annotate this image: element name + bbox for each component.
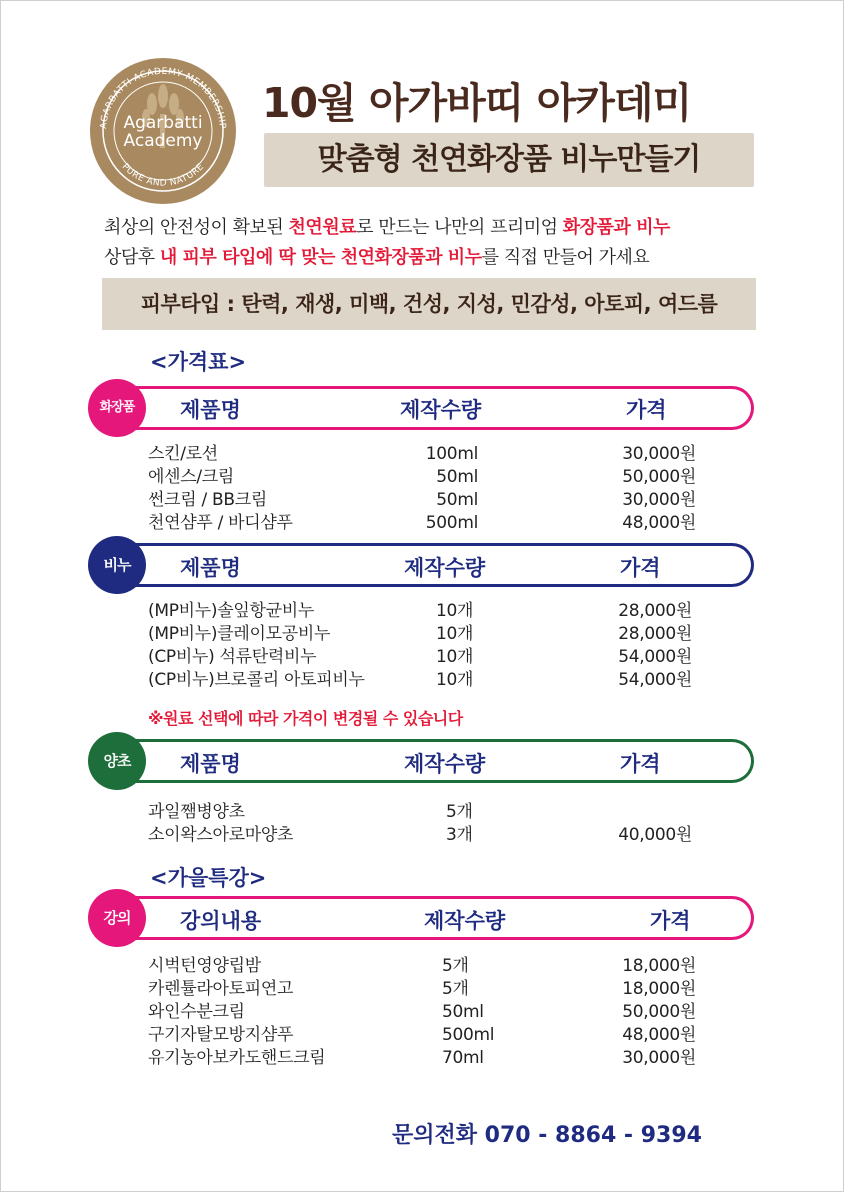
skin-type-box bbox=[102, 278, 756, 330]
product-price: 54,000원 bbox=[618, 647, 692, 667]
lecture-qty: 5개 bbox=[442, 956, 469, 976]
lecture-qty: 5개 bbox=[442, 979, 469, 999]
product-qty: 10개 bbox=[436, 670, 474, 690]
lecture-name: 시벅턴영양립밤 bbox=[148, 956, 261, 976]
product-qty: 50ml bbox=[436, 490, 478, 510]
column-header-price: 가격 bbox=[626, 398, 667, 422]
product-name: 천연샴푸 / 바디샴푸 bbox=[148, 513, 293, 533]
product-qty: 3개 bbox=[446, 825, 473, 845]
lecture-name: 구기자탈모방지샴푸 bbox=[148, 1025, 294, 1045]
intro-text: 로 만드는 나만의 프리미엄 bbox=[356, 217, 563, 238]
product-price: 28,000원 bbox=[618, 624, 692, 644]
page-subtitle: 맞춤형 천연화장품 비누만들기 bbox=[317, 142, 701, 177]
product-qty: 10개 bbox=[436, 647, 474, 667]
academy-logo bbox=[88, 56, 238, 206]
product-name: 에센스/크림 bbox=[148, 467, 235, 487]
product-qty: 100ml bbox=[425, 444, 478, 464]
table-row bbox=[148, 801, 293, 847]
column-header-qty: 제작수량 bbox=[424, 909, 506, 933]
column-header-name: 제품명 bbox=[180, 752, 241, 776]
page-title: 10월 아가바띠 아카데미 bbox=[262, 79, 692, 127]
intro-highlight: 내 피부 타입에 딱 맞는 천연화장품과 비누 bbox=[159, 247, 482, 268]
product-price: 30,000원 bbox=[622, 490, 696, 510]
intro-line-1 bbox=[104, 213, 670, 239]
lecture-price: 30,000원 bbox=[622, 1048, 696, 1068]
column-header-name: 제품명 bbox=[180, 556, 241, 580]
column-header-name: 강의내용 bbox=[180, 909, 262, 933]
table-column-price bbox=[586, 600, 692, 692]
product-name: (CP비누)브로콜리 아토피비누 bbox=[148, 670, 365, 690]
product-qty: 10개 bbox=[436, 601, 474, 621]
price-table-title: <가격표> bbox=[150, 350, 247, 374]
logo-name-line1: Agarbatti bbox=[123, 113, 203, 133]
column-header-price: 가격 bbox=[650, 909, 691, 933]
column-header-price: 가격 bbox=[620, 752, 661, 776]
logo-ring-bottom: PURE AND NATURE bbox=[119, 161, 207, 189]
table-column-price bbox=[590, 955, 696, 1070]
column-header-qty: 제작수량 bbox=[404, 556, 486, 580]
subtitle-box bbox=[264, 133, 754, 187]
intro-line-2 bbox=[104, 243, 649, 269]
table-column-qty bbox=[446, 801, 473, 847]
logo-name-line2: Academy bbox=[123, 131, 203, 151]
table-row bbox=[148, 600, 365, 692]
column-header-qty: 제작수량 bbox=[400, 398, 482, 422]
column-header-qty: 제작수량 bbox=[404, 752, 486, 776]
lecture-qty: 50ml bbox=[442, 1002, 484, 1022]
table-column-price bbox=[586, 824, 692, 847]
lecture-qty: 500ml bbox=[442, 1025, 495, 1045]
product-qty: 500ml bbox=[425, 513, 478, 533]
table-column-price bbox=[590, 443, 696, 535]
logo-ring-top: AGARBATTI ACADEMY MEMBERSHIP bbox=[98, 66, 228, 130]
column-header-price: 가격 bbox=[620, 556, 661, 580]
skin-type-text: 피부타입 : 탄력, 재생, 미백, 건성, 지성, 민감성, 아토피, 여드름 bbox=[140, 292, 718, 316]
product-price: 54,000원 bbox=[618, 670, 692, 690]
table-row bbox=[148, 955, 325, 1070]
lecture-name: 유기농아보카도핸드크림 bbox=[148, 1048, 326, 1068]
lecture-name: 와인수분크림 bbox=[148, 1002, 245, 1022]
product-price: 40,000원 bbox=[618, 825, 692, 845]
intro-highlight: 화장품과 비누 bbox=[562, 217, 670, 238]
contact-phone: 문의전화 070 - 8864 - 9394 bbox=[392, 1123, 702, 1148]
autumn-special-title: <가을특강> bbox=[150, 866, 267, 890]
intro-text: 상담후 bbox=[104, 247, 160, 268]
table-row bbox=[148, 443, 293, 535]
table-column-qty bbox=[400, 443, 478, 535]
lecture-price: 18,000원 bbox=[622, 956, 696, 976]
lecture-price: 48,000원 bbox=[622, 1025, 696, 1045]
soap-badge: 비누 bbox=[88, 536, 146, 594]
product-name: (MP비누)솔잎항균비누 bbox=[148, 601, 314, 621]
product-qty: 50ml bbox=[436, 467, 478, 487]
product-price: 48,000원 bbox=[622, 513, 696, 533]
product-name: 소이왁스아로마양초 bbox=[148, 825, 294, 845]
product-name: 썬크림 / BB크림 bbox=[148, 490, 267, 510]
intro-text: 를 직접 만들어 가세요 bbox=[481, 247, 650, 268]
table-column-qty bbox=[442, 955, 494, 1070]
lecture-price: 18,000원 bbox=[622, 979, 696, 999]
lecture-price: 50,000원 bbox=[622, 1002, 696, 1022]
product-price: 30,000원 bbox=[622, 444, 696, 464]
product-name: (CP비누) 석류탄력비누 bbox=[148, 647, 317, 667]
product-price: 50,000원 bbox=[622, 467, 696, 487]
lecture-name: 카렌튤라아토피연고 bbox=[148, 979, 294, 999]
intro-text: 최상의 안전성이 확보된 bbox=[104, 217, 289, 238]
intro-highlight: 천연원료 bbox=[288, 217, 357, 238]
cosmetics-badge: 화장품 bbox=[88, 379, 146, 437]
table-column-qty bbox=[436, 600, 473, 692]
product-qty: 5개 bbox=[446, 802, 473, 822]
product-name: 과일쨈병양초 bbox=[148, 802, 245, 822]
lecture-badge: 강의 bbox=[88, 889, 146, 947]
product-name: (MP비누)클레이모공비누 bbox=[148, 624, 331, 644]
price-change-notice: ※원료 선택에 따라 가격이 변경될 수 있습니다 bbox=[148, 709, 463, 728]
lecture-qty: 70ml bbox=[442, 1048, 484, 1068]
product-qty: 10개 bbox=[436, 624, 474, 644]
column-header-name: 제품명 bbox=[180, 398, 241, 422]
product-price: 28,000원 bbox=[618, 601, 692, 621]
product-name: 스킨/로션 bbox=[148, 444, 218, 464]
candle-badge: 양초 bbox=[88, 732, 146, 790]
